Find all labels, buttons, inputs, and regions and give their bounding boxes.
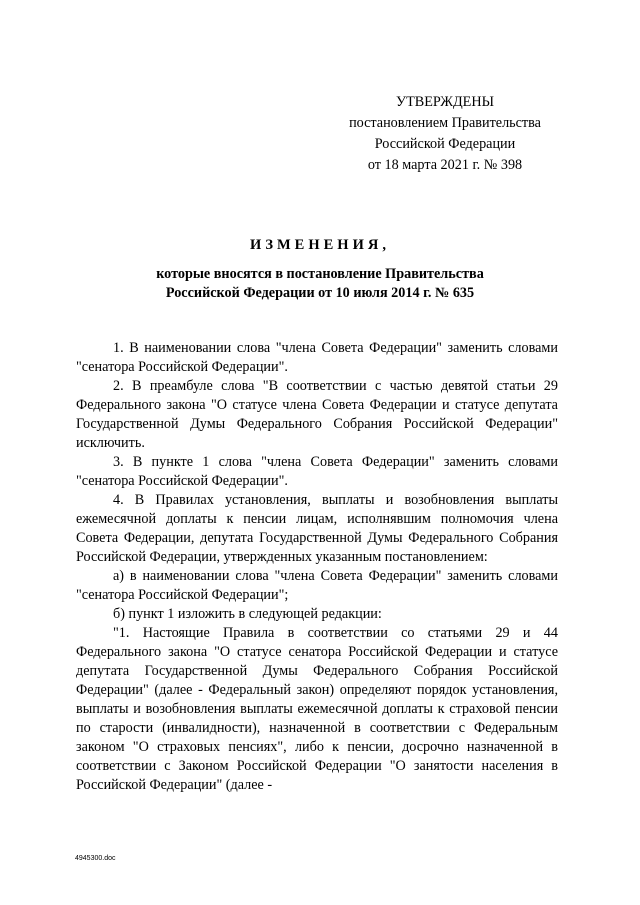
- paragraph-4b: б) пункт 1 изложить в следующей редакции:: [113, 606, 382, 622]
- subtitle-line: которые вносятся в постановление Правительства: [156, 266, 484, 282]
- document-title: ИЗМЕНЕНИЯ,: [250, 237, 390, 253]
- approval-line: Российской Федерации: [374, 136, 516, 152]
- paragraph-3: 3. В пункте 1 слова "члена Совета Федерации" заменить словами "сенатора Российской Федерации".: [76, 454, 558, 489]
- paragraph-quoted-rule: "1. Настоящие Правила в соответствии со статьями 29 и 44 Федерального закона "О статусе сенатора Российской Федерации и статусе депутата Государственной Думы Федерального Собрания Российской Федерации" (далее - Федеральный закон) определяют порядок установления, выплаты и возобновления выплаты ежемесячной доплаты к страховой пенсии по старости (инвалидности), назначенной в соответствии с Федеральным законом "О страховых пенсиях", либо к пенсии, досрочно назначенной в соответствии с Законом Российской Федерации "О занятости населения в Российской Федерации" (далее -: [76, 625, 558, 793]
- paragraph-4: 4. В Правилах установления, выплаты и возобновления выплаты ежемесячной доплаты к пенсии лицам, исполнявшим полномочия члена Совета Федерации, депутата Государственной Думы Федерального Собрания Российской Федерации, утвержденных указанным постановлением:: [76, 492, 558, 565]
- paragraph-2: 2. В преамбуле слова "В соответствии с частью девятой статьи 29 Федерального закона "О статусе члена Совета Федерации и статусе депутата Государственной Думы Федерального Собрания Российской Федерации" исключить.: [76, 378, 558, 451]
- approval-line: постановлением Правительства: [349, 115, 541, 131]
- document-body: [76, 339, 558, 795]
- file-name-footer: 4945300.doc: [75, 855, 116, 862]
- paragraph-4a: а) в наименовании слова "члена Совета Федерации" заменить словами "сенатора Российской Федерации";: [76, 568, 558, 603]
- approval-stamp: [330, 92, 560, 176]
- paragraph-1: 1. В наименовании слова "члена Совета Федерации" заменить словами "сенатора Российской Федерации".: [76, 340, 558, 375]
- subtitle-line: Российской Федерации от 10 июля 2014 г. № 635: [165, 285, 475, 301]
- approval-date-number: от 18 марта 2021 г. № 398: [367, 157, 523, 173]
- approval-heading: УТВЕРЖДЕНЫ: [396, 94, 494, 110]
- document-subtitle: [60, 265, 580, 303]
